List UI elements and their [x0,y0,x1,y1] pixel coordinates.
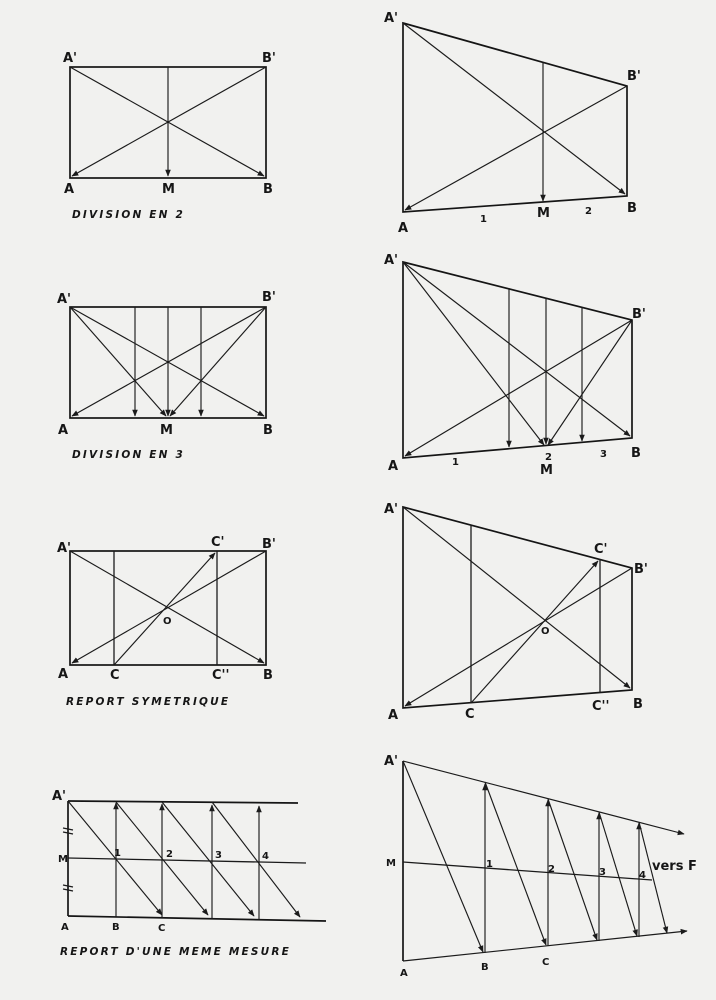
symmetric-report-arrow [471,561,598,703]
top-rail [68,801,298,803]
segment-number: 3 [599,867,606,878]
diagonal-arrow [405,568,632,706]
point-label-b-prime: B' [262,537,276,552]
point-label-c: C [110,668,120,683]
point-label-c-second: C'' [212,668,230,683]
point-label-b-prime: B' [634,562,648,577]
caption-division-3: DIVISION EN 3 [72,449,186,461]
segment-number: 2 [166,849,173,860]
transfer-diagonal-arrow [212,802,300,917]
point-label-a-prime: A' [57,541,72,556]
point-label-a: A [58,667,69,682]
point-label-m: M [540,463,553,478]
segment-number: 3 [215,850,222,861]
panel-division-2-perspective [384,11,641,236]
caption-report-symetrique: REPORT SYMETRIQUE [66,696,231,708]
point-label-o: O [163,616,172,627]
panel-report-symetrique-flat [57,535,276,708]
trapezoid-frame [403,23,627,212]
point-label-m: M [160,423,173,438]
diagonal-arrow [72,67,266,176]
half-diagonal-arrow [70,307,166,416]
diagonal-arrow [403,507,630,688]
segment-number: 4 [639,870,646,881]
top-vanishing-arrow [403,761,684,834]
segment-number: 2 [545,452,552,463]
segment-number: 1 [486,859,493,870]
caption-report-mesure: REPORT D'UNE MEME MESURE [60,946,292,958]
segment-number: 1 [480,214,487,225]
point-label-c-prime: C' [211,535,225,550]
point-label-a-prime: A' [63,51,78,66]
panel-division-3-flat [57,290,276,461]
symmetric-report-arrow [114,553,215,665]
point-label-c-prime: C' [594,542,608,557]
point-label-c: C [465,707,475,722]
segment-number: 1 [114,848,121,859]
point-label-b: B [627,201,637,216]
diagonal-arrow [403,23,625,194]
point-label-a-prime: A' [57,292,72,307]
point-label-a-prime: A' [52,789,67,804]
half-diagonal-arrow [170,307,266,416]
point-label-c: C [542,957,550,968]
point-label-c: C [158,923,166,934]
point-label-a-prime: A' [384,253,399,268]
point-label-b: B [263,423,273,438]
transfer-diagonal-arrow [162,802,254,916]
panel-report-mesure-perspective [384,754,697,979]
point-label-a: A [388,708,399,723]
point-label-a: A [400,968,408,979]
point-label-m: M [162,182,175,197]
segment-number: 4 [262,851,269,862]
caption-division-2: DIVISION EN 2 [72,209,186,221]
point-label-b: B [481,962,489,973]
point-label-b: B [263,182,273,197]
point-label-m: M [537,206,550,221]
segment-number: 1 [452,457,459,468]
point-label-a: A [64,182,75,197]
segment-number: 2 [585,206,592,217]
point-label-m: M [58,854,68,865]
transfer-diagonal-arrow [403,761,483,952]
bottom-rail [68,916,326,921]
trapezoid-frame [403,262,632,458]
point-label-a: A [61,922,69,933]
point-label-m: M [386,858,396,869]
point-label-c-second: C'' [592,699,610,714]
segment-number: 2 [548,864,555,875]
point-label-b: B [631,446,641,461]
midline [68,858,306,863]
panel-report-symetrique-perspective [384,502,648,723]
point-label-b-prime: B' [262,290,276,305]
transfer-diagonal-arrow [548,799,597,940]
point-label-b-prime: B' [627,69,641,84]
point-label-a-prime: A' [384,502,399,517]
point-label-b-prime: B' [262,51,276,66]
point-label-a: A [398,221,409,236]
label-vers-f: vers F [652,859,697,874]
diagonal-arrow [72,551,266,663]
point-label-a-prime: A' [384,754,399,769]
diagonal-arrow [72,307,266,416]
diagonal-arrow [405,86,627,210]
point-label-o: O [541,626,550,637]
point-label-b-prime: B' [632,307,646,322]
transfer-diagonal-arrow [485,782,546,945]
panel-report-mesure-flat [52,789,326,958]
diagonal-arrow [405,320,632,456]
point-label-a: A [388,459,399,474]
panel-division-3-perspective [384,253,646,478]
trapezoid-frame [403,507,632,708]
diagonal-arrow [70,307,264,416]
point-label-b: B [633,697,643,712]
point-label-a: A [58,423,69,438]
point-label-b: B [263,668,273,683]
panel-division-2-flat [63,51,276,221]
point-label-a-prime: A' [384,11,399,26]
point-label-b: B [112,922,120,933]
diagonal-arrow [70,67,264,176]
segment-number: 3 [600,449,607,460]
